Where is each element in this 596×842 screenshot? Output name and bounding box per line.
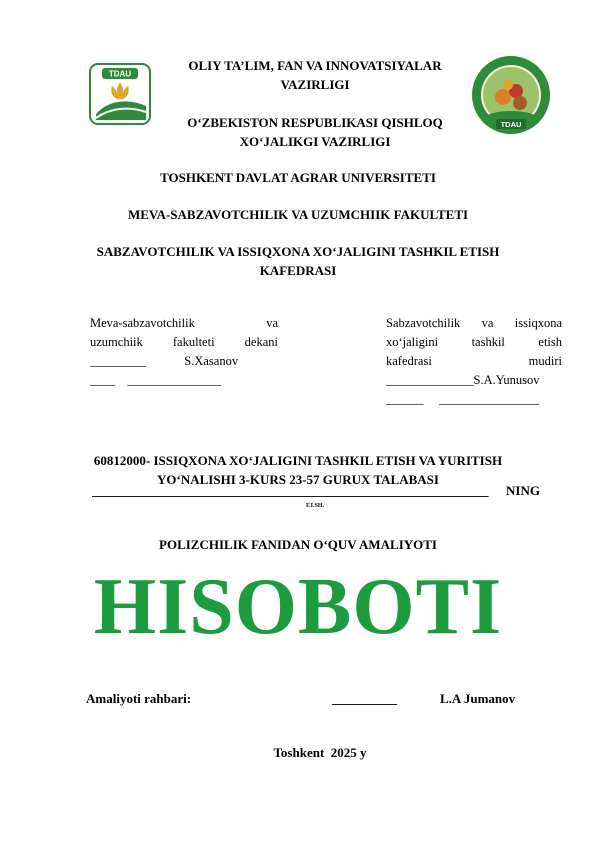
ministry2-line2: XO‘JALIKGI VAZIRLIGI (239, 134, 391, 149)
ministry1-line1: OLIY TA’LIM, FAN VA INNOVATSIYALAR (188, 58, 442, 73)
logo-left-text: TDAU (108, 69, 132, 79)
dean-signature-blank: _________ (90, 354, 147, 368)
head-line2c: etish (538, 335, 562, 349)
faculty-name: MEVA-SABZAVOTCHILIK VA UZUMCHIIK FAKULTETI (127, 207, 469, 222)
dean-approval-block (90, 314, 278, 390)
head-approval-block (386, 314, 562, 409)
head-line2b: tashkil (471, 335, 505, 349)
ministry1-line2: VAZIRLIGI (280, 77, 350, 92)
head-date-line: ______ ________________ (386, 392, 540, 406)
university-name: TOSHKENT DAVLAT AGRAR UNIVERSITETI (160, 170, 436, 185)
supervisor-label: Amaliyoti rahbari: (86, 691, 192, 706)
student-line2: YO‘NALISHI 3-KURS 23-57 GURUX TALABASI (157, 472, 439, 487)
supervisor-signature-blank: __________ (332, 691, 397, 706)
tdau-emblem-right (470, 55, 552, 137)
dean-line2c: dekani (244, 335, 278, 349)
head-line2a: xo‘jaligini (386, 335, 439, 349)
subject-title: POLIZCHILIK FANIDAN O‘QUV AMALIYOTI (159, 537, 437, 552)
head-line1b: va (481, 316, 494, 330)
head-signature-line: ______________S.A.Yunusov (386, 373, 540, 387)
ministry2-line1: O‘ZBEKISTON RESPUBLIKASI QISHLOQ (187, 115, 443, 130)
head-line3b: mudiri (528, 354, 562, 368)
head-line3a: kafedrasi (386, 354, 432, 368)
head-line1a: Sabzavotchilik (386, 316, 461, 330)
ministry-heading-1 (150, 56, 480, 94)
student-name-blank: _____________________________________________________________ (92, 483, 489, 498)
dean-line2a: uzumchiik (90, 335, 143, 349)
student-name-line (92, 481, 562, 500)
dean-date-line: ____ _______________ (90, 373, 222, 387)
dean-line1a: Meva-sabzavotchilik (90, 316, 195, 330)
head-line1c: issiqxona (514, 316, 562, 330)
dean-line1b: va (266, 316, 278, 330)
supervisor-name: L.A Jumanov (440, 691, 516, 706)
fio-caption: F.I.SH. (306, 503, 324, 509)
department-line2: KAFEDRASI (259, 263, 337, 278)
tdau-logo-left (88, 62, 152, 126)
report-title: HISOBOTI (93, 563, 503, 651)
student-line1: 60812000- ISSIQXONA XO‘JALIGINI TASHKIL ETISH VA YURITISH (93, 453, 503, 468)
department-line1: SABZAVOTCHILIK VA ISSIQXONA XO‘JALIGINI TASHKIL ETISH (96, 244, 500, 259)
dean-line2b: fakulteti (172, 335, 215, 349)
student-name-suffix: NING (506, 483, 540, 498)
city-year: Toshkent 2025 y (273, 745, 367, 760)
dean-name: S.Xasanov (184, 354, 239, 368)
logo-right-text: TDAU (500, 120, 522, 129)
ministry-heading-2 (150, 113, 480, 151)
department-name (60, 242, 536, 280)
